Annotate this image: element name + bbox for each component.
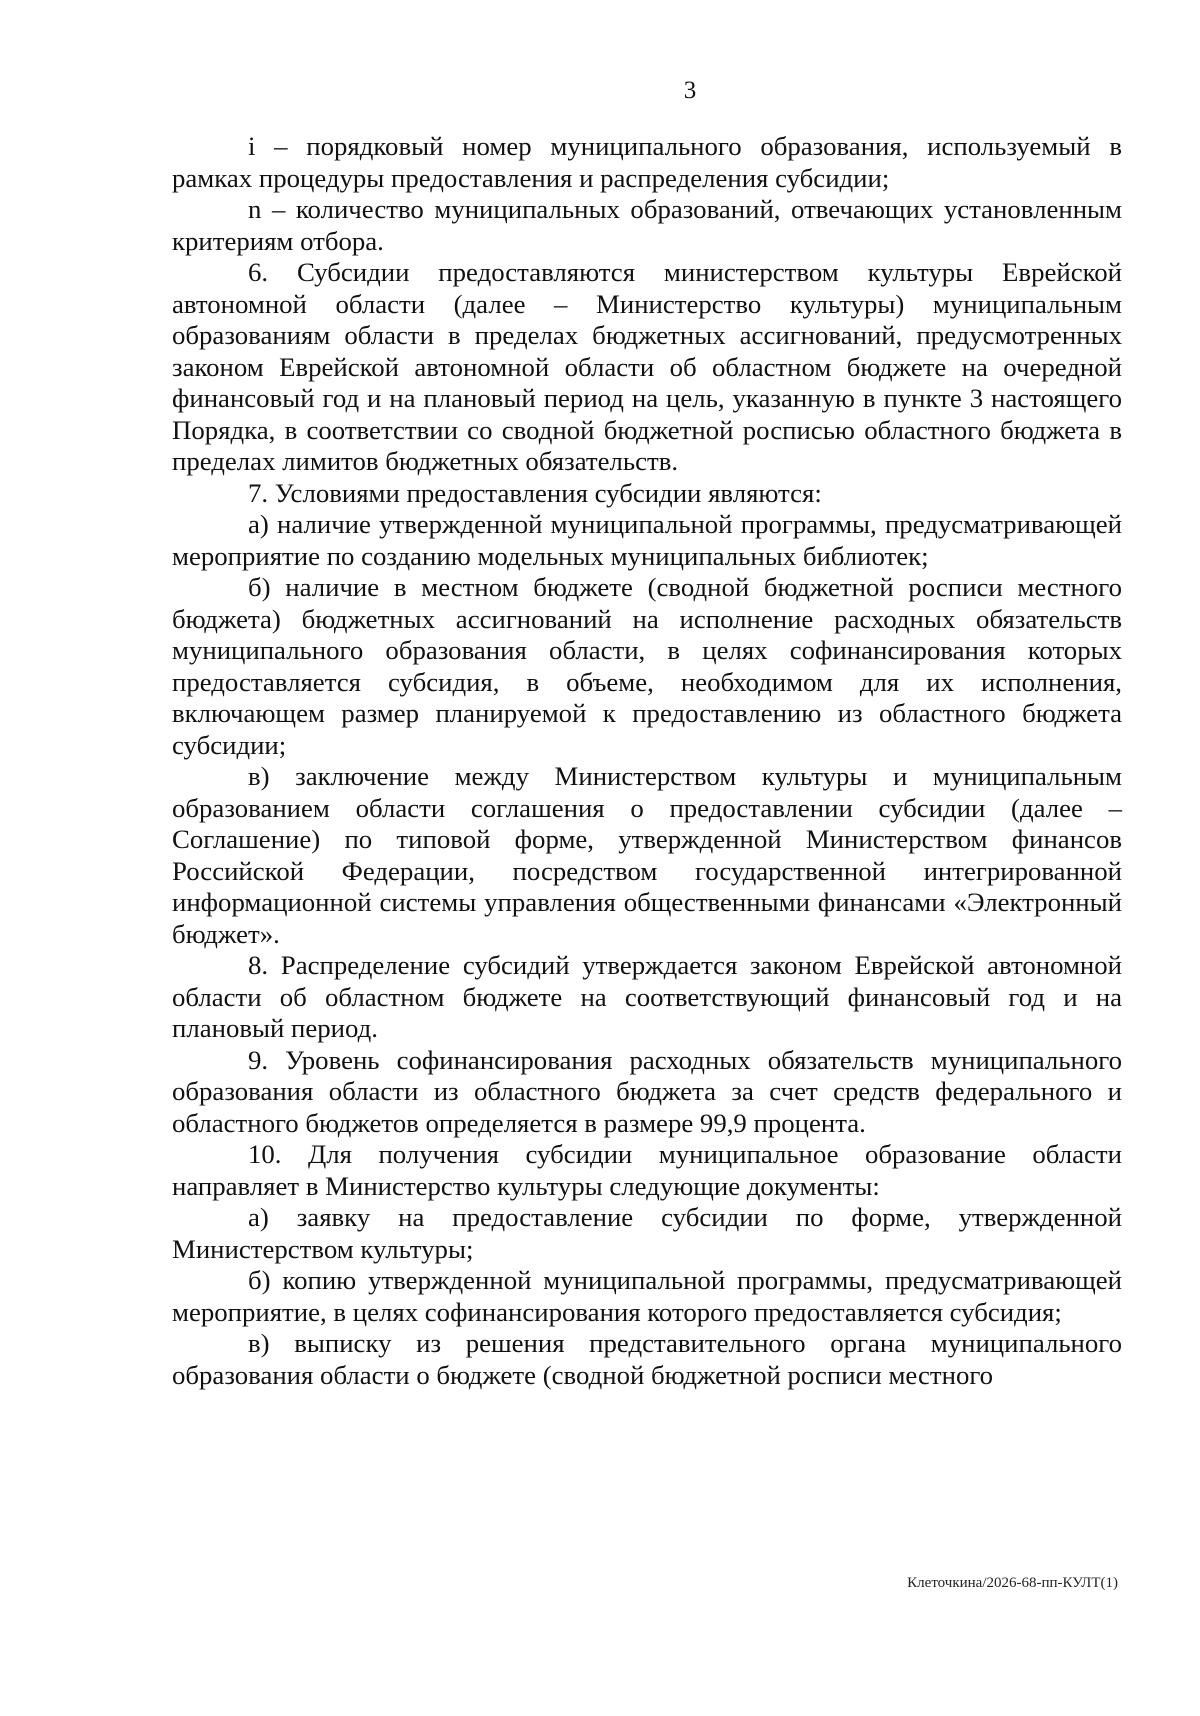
paragraph-7-a: а) наличие утвержденной муниципальной программы, предусматривающей мероприятие по созданию модельных муниципальных библиотек; (172, 509, 1122, 571)
paragraph-10-v: в) выписку из решения представительного органа муниципального образования области о бюджете (сводной бюджетной росписи местного (172, 1328, 1122, 1390)
paragraph-9: 9. Уровень софинансирования расходных обязательств муниципального образования области из областного бюджета за счет средств федерального и областного бюджетов определяется в размере 99,9 процента. (172, 1044, 1122, 1138)
paragraph-7-v: в) заключение между Министерством культуры и муниципальным образованием области соглашения о предоставлении субсидии (далее – Соглашение) по типовой форме, утвержденной Министерством финансов Российской Федерации, посредством государственной интегрированной информационной системы управления общественными финансами «Электронный бюджет». (172, 761, 1122, 949)
paragraph-7-b: б) наличие в местном бюджете (сводной бюджетной росписи местного бюджета) бюджетных ассигнований на исполнение расходных обязательств муниципального образования области, в целях софинансирования которых предоставляется субсидия, в объеме, необходимом для их исполнения, включающем размер планируемой к предоставлению из областного бюджета субсидии; (172, 572, 1122, 760)
paragraph-10-a: а) заявку на предоставление субсидии по форме, утвержденной Министерством культуры; (172, 1202, 1122, 1264)
paragraph-n-definition: n – количество муниципальных образований, отвечающих установленным критериям отбора. (172, 194, 1122, 256)
paragraph-10-b: б) копию утвержденной муниципальной программы, предусматривающей мероприятие, в целях софинансирования которого предоставляется субсидия; (172, 1265, 1122, 1327)
paragraph-6: 6. Субсидии предоставляются министерством культуры Еврейской автономной области (далее – Министерство культуры) муниципальным образованиям области в пределах бюджетных ассигнований, предусмотренных законом Еврейской автономной области об областном бюджете на очередной финансовый год и на плановый период на цель, указанную в пункте 3 настоящего Порядка, в соответствии со сводной бюджетной росписью областного бюджета в пределах лимитов бюджетных обязательств. (172, 257, 1122, 476)
paragraph-10: 10. Для получения субсидии муниципальное образование области направляет в Министерство культуры следующие документы: (172, 1139, 1122, 1201)
paragraph-8: 8. Распределение субсидий утверждается законом Еврейской автономной области об областном бюджете на соответствующий финансовый год и на плановый период. (172, 950, 1122, 1043)
document-body (172, 131, 1122, 1391)
paragraph-7: 7. Условиями предоставления субсидии являются: (248, 477, 822, 508)
page-number: 3 (683, 77, 697, 104)
paragraph-i-definition: i – порядковый номер муниципального образования, используемый в рамках процедуры предоставления и распределения субсидии; (172, 131, 1122, 193)
document-footer-code: Клеточкина/2026-68-пп-КУЛТ(1) (907, 1575, 1118, 1591)
